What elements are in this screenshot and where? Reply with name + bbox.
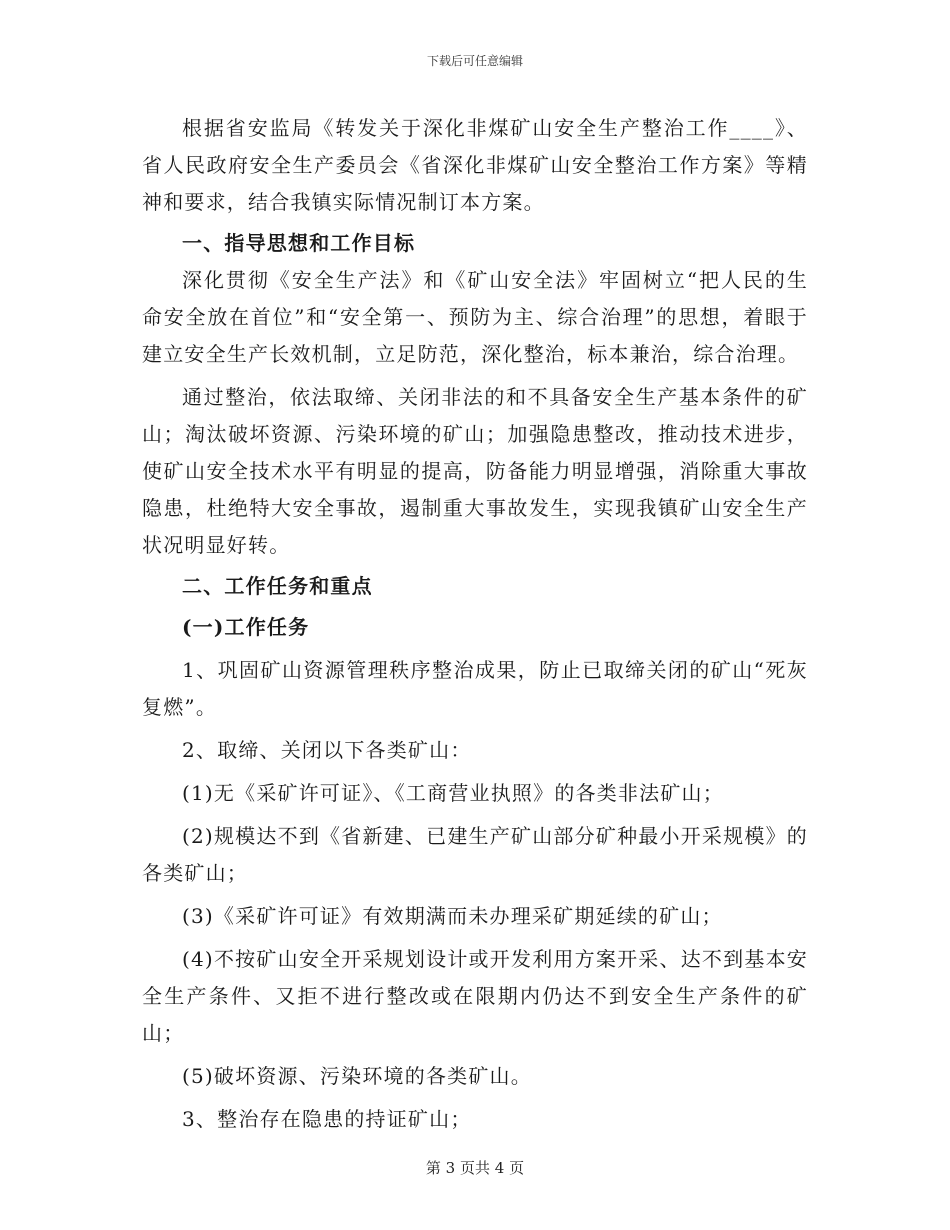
section-heading-2: 二、工作任务和重点 [182,574,373,598]
document-body [142,110,808,1138]
subsection-heading-tasks: (一)工作任务 [182,615,310,639]
goal-paragraph: 通过整治，依法取缔、关闭非法的和不具备安全生产基本条件的矿山；淘汰破坏资源、污染环境的矿山；加强隐患整改，推动技术进步，使矿山安全技术水平有明显的提高，防备能力明显增强，消除重大事故隐患，杜绝特大安全事故，遏制重大事故发生，实现我镇矿山安全生产状况明显好转。 [142,385,808,557]
page-header-note: 下载后可任意编辑 [426,54,523,68]
intro-paragraph: 根据省安监局《转发关于深化非煤矿山安全生产整治工作____》、省人民政府安全生产委员会《省深化非煤矿山安全整治工作方案》等精神和要求，结合我镇实际情况制订本方案。 [142,116,808,214]
guiding-paragraph: 深化贯彻《安全生产法》和《矿山安全法》牢固树立“把人民的生命安全放在首位”和“安全第一、预防为主、综合治理”的思想，着眼于建立安全生产长效机制，立足防范，深化整治，标本兼治，综合治理。 [142,268,808,366]
task-item-3: 3、整治存在隐患的持证矿山； [182,1107,472,1131]
task-subitem-4: (4)不按矿山安全开采规划设计或开发利用方案开采、达不到基本安全生产条件、又拒不进行整改或在限期内仍达不到安全生产条件的矿山； [142,947,808,1045]
task-subitem-2: (2)规模达不到《省新建、已建生产矿山部分矿种最小开采规模》的各类矿山； [142,824,808,885]
page-number: 第 3 页共 4 页 [425,1159,525,1177]
task-item-1: 1、巩固矿山资源管理秩序整治成果，防止已取缔关闭的矿山“死灰复燃”。 [142,658,808,719]
task-subitem-5: (5)破坏资源、污染环境的各类矿山。 [182,1064,532,1088]
section-heading-1: 一、指导思想和工作目标 [182,231,416,255]
task-subitem-3: (3)《采矿许可证》有效期满而未办理采矿期延续的矿山； [182,904,723,928]
task-subitem-1: (1)无《采矿许可证》、《工商营业执照》的各类非法矿山； [182,781,724,805]
task-item-2: 2、取缔、关闭以下各类矿山： [182,738,472,762]
